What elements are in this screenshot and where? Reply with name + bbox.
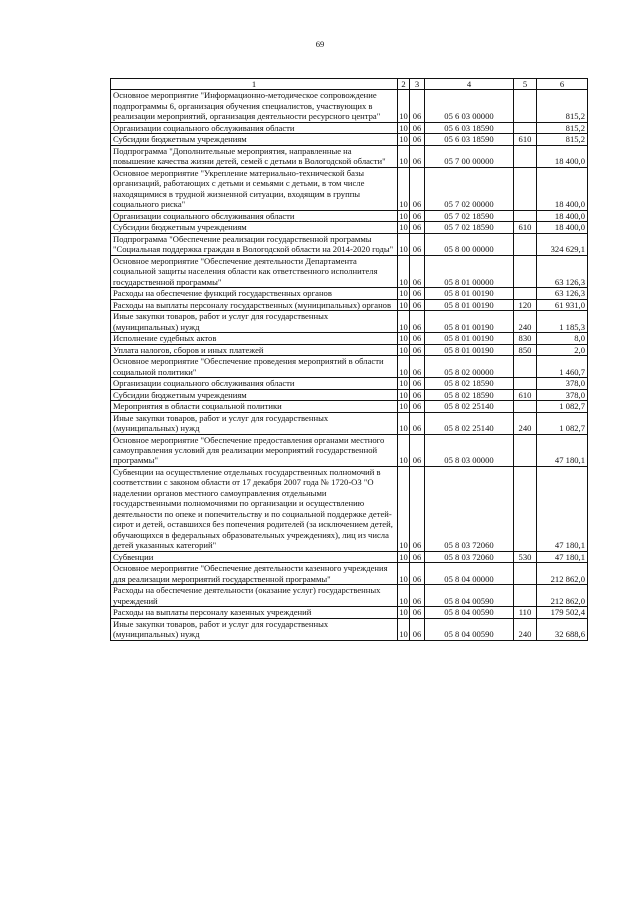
subsection-code-cell: 06 bbox=[410, 288, 425, 299]
table-row bbox=[111, 122, 588, 133]
expense-type-cell: 240 bbox=[514, 311, 537, 333]
target-article-cell: 05 6 03 18590 bbox=[425, 134, 514, 145]
table-row bbox=[111, 466, 588, 551]
row-name-cell: Иные закупки товаров, работ и услуг для государственных (муниципальных) нужд bbox=[111, 311, 398, 333]
subsection-code-cell: 06 bbox=[410, 167, 425, 210]
table-body bbox=[111, 90, 588, 640]
row-name-cell: Расходы на выплаты персоналу государственных (муниципальных) органов bbox=[111, 299, 398, 310]
page-number: 69 bbox=[315, 39, 325, 49]
amount-cell: 61 931,0 bbox=[537, 299, 588, 310]
section-code-cell: 10 bbox=[398, 618, 410, 640]
target-article-cell: 05 6 03 18590 bbox=[425, 122, 514, 133]
table-row bbox=[111, 563, 588, 585]
amount-cell: 18 400,0 bbox=[537, 210, 588, 221]
table-row bbox=[111, 344, 588, 355]
column-header: 3 bbox=[410, 79, 425, 90]
table-row bbox=[111, 222, 588, 233]
target-article-cell: 05 8 02 18590 bbox=[425, 378, 514, 389]
table-row bbox=[111, 333, 588, 344]
row-name-cell: Основное мероприятие "Обеспечение предоставления органами местного самоуправления условий для реализации мероприятий государственной программы" bbox=[111, 434, 398, 466]
subsection-code-cell: 06 bbox=[410, 434, 425, 466]
table-row bbox=[111, 585, 588, 607]
expense-type-cell bbox=[514, 288, 537, 299]
subsection-code-cell: 06 bbox=[410, 145, 425, 167]
amount-cell: 212 862,0 bbox=[537, 585, 588, 607]
section-code-cell: 10 bbox=[398, 233, 410, 255]
row-name-cell: Подпрограмма "Дополнительные мероприятия, направленные на повышение качества жизни детей, семей с детьми в Вологодской области" bbox=[111, 145, 398, 167]
target-article-cell: 05 8 04 00000 bbox=[425, 563, 514, 585]
subsection-code-cell: 06 bbox=[410, 255, 425, 287]
target-article-cell: 05 8 04 00590 bbox=[425, 607, 514, 618]
target-article-cell: 05 7 00 00000 bbox=[425, 145, 514, 167]
row-name-cell: Основное мероприятие "Обеспечение деятельности Департамента социальной защиты населения области как ответственного исполнителя государственной программы" bbox=[111, 255, 398, 287]
subsection-code-cell: 06 bbox=[410, 466, 425, 551]
subsection-code-cell: 06 bbox=[410, 299, 425, 310]
row-name-cell: Организации социального обслуживания области bbox=[111, 210, 398, 221]
target-article-cell: 05 8 03 72060 bbox=[425, 466, 514, 551]
target-article-cell: 05 8 01 00190 bbox=[425, 299, 514, 310]
table-row bbox=[111, 618, 588, 640]
amount-cell: 1 185,3 bbox=[537, 311, 588, 333]
table-row bbox=[111, 299, 588, 310]
amount-cell: 378,0 bbox=[537, 378, 588, 389]
subsection-code-cell: 06 bbox=[410, 356, 425, 378]
target-article-cell: 05 8 03 00000 bbox=[425, 434, 514, 466]
section-code-cell: 10 bbox=[399, 210, 408, 221]
subsection-code-cell: 06 bbox=[410, 333, 425, 344]
target-article-cell: 05 8 02 00000 bbox=[425, 356, 514, 378]
section-code-cell: 10 bbox=[399, 333, 408, 344]
expense-type-cell bbox=[514, 90, 537, 122]
table-row bbox=[111, 311, 588, 333]
amount-cell: 1 460,7 bbox=[537, 356, 588, 378]
expense-type-cell bbox=[514, 233, 537, 255]
subsection-code-cell: 06 bbox=[410, 90, 425, 122]
subsection-code-cell: 06 bbox=[410, 210, 425, 221]
section-code-cell: 10 bbox=[398, 563, 410, 585]
subsection-code-cell: 06 bbox=[410, 311, 425, 333]
target-article-cell: 05 8 02 25140 bbox=[425, 401, 514, 412]
expense-type-cell bbox=[514, 122, 537, 133]
expense-type-cell bbox=[514, 378, 537, 389]
amount-cell: 815,2 bbox=[537, 122, 588, 133]
section-code-cell: 10 bbox=[399, 389, 408, 400]
table-row bbox=[111, 210, 588, 221]
section-code-cell: 10 bbox=[399, 122, 408, 133]
table-row bbox=[111, 551, 588, 562]
section-code-cell: 10 bbox=[398, 167, 410, 210]
amount-cell: 179 502,4 bbox=[537, 607, 588, 618]
expense-type-cell: 530 bbox=[514, 551, 537, 562]
subsection-code-cell: 06 bbox=[410, 401, 425, 412]
section-code-cell: 10 bbox=[399, 134, 408, 145]
target-article-cell: 05 8 01 00190 bbox=[425, 311, 514, 333]
amount-cell: 324 629,1 bbox=[537, 233, 588, 255]
row-name-cell: Исполнение судебных актов bbox=[111, 333, 398, 344]
section-code-cell: 10 bbox=[399, 288, 408, 299]
column-header: 6 bbox=[537, 79, 588, 90]
section-code-cell: 10 bbox=[398, 356, 410, 378]
row-name-cell: Субвенции bbox=[111, 551, 398, 562]
amount-cell: 378,0 bbox=[537, 389, 588, 400]
target-article-cell: 05 8 04 00590 bbox=[425, 585, 514, 607]
row-name-cell: Субсидии бюджетным учреждениям bbox=[111, 222, 398, 233]
table-row bbox=[111, 412, 588, 434]
amount-cell: 8,0 bbox=[537, 333, 588, 344]
section-code-cell: 10 bbox=[398, 145, 410, 167]
table-row bbox=[111, 607, 588, 618]
target-article-cell: 05 7 02 00000 bbox=[425, 167, 514, 210]
section-code-cell: 10 bbox=[398, 466, 410, 551]
expense-type-cell bbox=[514, 167, 537, 210]
row-name-cell: Основное мероприятие "Обеспечение деятельности казенного учреждения для реализации мероприятий государственной программы" bbox=[111, 563, 398, 585]
amount-cell: 18 400,0 bbox=[537, 145, 588, 167]
amount-cell: 1 082,7 bbox=[537, 412, 588, 434]
amount-cell: 815,2 bbox=[537, 90, 588, 122]
amount-cell: 18 400,0 bbox=[537, 222, 588, 233]
row-name-cell: Иные закупки товаров, работ и услуг для государственных (муниципальных) нужд bbox=[111, 618, 398, 640]
row-name-cell: Субсидии бюджетным учреждениям bbox=[111, 134, 398, 145]
expense-type-cell bbox=[514, 255, 537, 287]
subsection-code-cell: 06 bbox=[410, 122, 425, 133]
table-row bbox=[111, 288, 588, 299]
amount-cell: 18 400,0 bbox=[537, 167, 588, 210]
expense-type-cell: 610 bbox=[514, 222, 537, 233]
section-code-cell: 10 bbox=[399, 551, 408, 562]
subsection-code-cell: 06 bbox=[410, 551, 425, 562]
table-row bbox=[111, 90, 588, 122]
table-row bbox=[111, 389, 588, 400]
section-code-cell: 10 bbox=[398, 585, 410, 607]
row-name-cell: Организации социального обслуживания области bbox=[111, 378, 398, 389]
expense-type-cell: 240 bbox=[514, 412, 537, 434]
expense-type-cell bbox=[514, 585, 537, 607]
target-article-cell: 05 8 03 72060 bbox=[425, 551, 514, 562]
amount-cell: 2,0 bbox=[537, 344, 588, 355]
expense-type-cell bbox=[514, 434, 537, 466]
section-code-cell: 10 bbox=[398, 434, 410, 466]
column-header: 4 bbox=[425, 79, 514, 90]
column-header: 5 bbox=[514, 79, 537, 90]
row-name-cell: Основное мероприятие "Обеспечение проведения мероприятий в области социальной политики" bbox=[111, 356, 398, 378]
subsection-code-cell: 06 bbox=[410, 378, 425, 389]
row-name-cell: Уплата налогов, сборов и иных платежей bbox=[111, 344, 398, 355]
section-code-cell: 10 bbox=[399, 378, 408, 389]
section-code-cell: 10 bbox=[399, 299, 408, 310]
section-code-cell: 10 bbox=[398, 311, 410, 333]
subsection-code-cell: 06 bbox=[410, 618, 425, 640]
row-name-cell: Подпрограмма "Обеспечение реализации государственной программы "Социальная поддержка граждан в Вологодской области на 2014-2020 годы" bbox=[111, 233, 398, 255]
subsection-code-cell: 06 bbox=[410, 344, 425, 355]
target-article-cell: 05 6 03 00000 bbox=[425, 90, 514, 122]
table-row bbox=[111, 255, 588, 287]
section-code-cell: 10 bbox=[399, 401, 408, 412]
target-article-cell: 05 7 02 18590 bbox=[425, 210, 514, 221]
amount-cell: 47 180,1 bbox=[537, 551, 588, 562]
table-row bbox=[111, 134, 588, 145]
section-code-cell: 10 bbox=[399, 222, 408, 233]
expense-type-cell: 120 bbox=[514, 299, 537, 310]
table-header-row bbox=[111, 79, 588, 90]
target-article-cell: 05 8 01 00190 bbox=[425, 344, 514, 355]
amount-cell: 63 126,3 bbox=[537, 255, 588, 287]
table-row bbox=[111, 434, 588, 466]
subsection-code-cell: 06 bbox=[410, 585, 425, 607]
target-article-cell: 05 8 01 00000 bbox=[425, 255, 514, 287]
section-code-cell: 10 bbox=[399, 607, 408, 618]
subsection-code-cell: 06 bbox=[410, 222, 425, 233]
expense-type-cell: 240 bbox=[514, 618, 537, 640]
expense-type-cell: 830 bbox=[514, 333, 537, 344]
expense-type-cell: 610 bbox=[514, 389, 537, 400]
column-header: 2 bbox=[398, 79, 410, 90]
budget-table bbox=[110, 78, 588, 641]
row-name-cell: Субвенции на осуществление отдельных государственных полномочий в соответствии с законом области от 17 декабря 2007 года № 1720-ОЗ "О наделении органов местного самоуправления отдельными государственными полномочиями по организации и осуществлению деятельности по опеке и попечительству и по социальной поддержке детей-сирот и детей, оставшихся без попечения родителей (за исключением детей, обучающихся в федеральных образовательных учреждениях), лиц из числа детей указанных категорий" bbox=[111, 466, 398, 551]
section-code-cell: 10 bbox=[398, 255, 410, 287]
table-row bbox=[111, 356, 588, 378]
subsection-code-cell: 06 bbox=[410, 134, 425, 145]
expense-type-cell bbox=[514, 466, 537, 551]
amount-cell: 815,2 bbox=[537, 134, 588, 145]
subsection-code-cell: 06 bbox=[410, 412, 425, 434]
column-header: 1 bbox=[111, 79, 398, 90]
subsection-code-cell: 06 bbox=[410, 563, 425, 585]
table-row bbox=[111, 401, 588, 412]
table-row bbox=[111, 233, 588, 255]
expense-type-cell: 110 bbox=[514, 607, 537, 618]
expense-type-cell bbox=[514, 563, 537, 585]
row-name-cell: Основное мероприятие "Информационно-методическое сопровождение подпрограммы 6, организация обучения специалистов, участвующих в реализации мероприятий, организация деятельности ресурсного центра" bbox=[111, 90, 398, 122]
expense-type-cell: 850 bbox=[514, 344, 537, 355]
target-article-cell: 05 8 02 18590 bbox=[425, 389, 514, 400]
row-name-cell: Основное мероприятие "Укрепление материально-технической базы организаций, работающих с детьми и семьями с детьми, в том числе находящимися в трудной жизненной ситуации, входящим в группы социального риска" bbox=[111, 167, 398, 210]
row-name-cell: Организации социального обслуживания области bbox=[111, 122, 398, 133]
amount-cell: 212 862,0 bbox=[537, 563, 588, 585]
amount-cell: 47 180,1 bbox=[537, 434, 588, 466]
table-row bbox=[111, 167, 588, 210]
expense-type-cell: 610 bbox=[514, 134, 537, 145]
amount-cell: 47 180,1 bbox=[537, 466, 588, 551]
row-name-cell: Мероприятия в области социальной политики bbox=[111, 401, 398, 412]
table-row bbox=[111, 145, 588, 167]
target-article-cell: 05 8 04 00590 bbox=[425, 618, 514, 640]
subsection-code-cell: 06 bbox=[410, 233, 425, 255]
subsection-code-cell: 06 bbox=[410, 389, 425, 400]
amount-cell: 1 082,7 bbox=[537, 401, 588, 412]
subsection-code-cell: 06 bbox=[410, 607, 425, 618]
expense-type-cell bbox=[514, 401, 537, 412]
row-name-cell: Расходы на выплаты персоналу казенных учреждений bbox=[111, 607, 398, 618]
section-code-cell: 10 bbox=[399, 344, 408, 355]
amount-cell: 63 126,3 bbox=[537, 288, 588, 299]
row-name-cell: Расходы на обеспечение функций государственных органов bbox=[111, 288, 398, 299]
target-article-cell: 05 8 01 00190 bbox=[425, 333, 514, 344]
row-name-cell: Иные закупки товаров, работ и услуг для государственных (муниципальных) нужд bbox=[111, 412, 398, 434]
amount-cell: 32 688,6 bbox=[537, 618, 588, 640]
expense-type-cell bbox=[514, 210, 537, 221]
expense-type-cell bbox=[514, 145, 537, 167]
target-article-cell: 05 8 00 00000 bbox=[425, 233, 514, 255]
row-name-cell: Субсидии бюджетным учреждениям bbox=[111, 389, 398, 400]
row-name-cell: Расходы на обеспечение деятельности (оказание услуг) государственных учреждений bbox=[111, 585, 398, 607]
table-row bbox=[111, 378, 588, 389]
expense-type-cell bbox=[514, 356, 537, 378]
target-article-cell: 05 8 02 25140 bbox=[425, 412, 514, 434]
section-code-cell: 10 bbox=[398, 90, 410, 122]
target-article-cell: 05 8 01 00190 bbox=[425, 288, 514, 299]
section-code-cell: 10 bbox=[398, 412, 410, 434]
target-article-cell: 05 7 02 18590 bbox=[425, 222, 514, 233]
